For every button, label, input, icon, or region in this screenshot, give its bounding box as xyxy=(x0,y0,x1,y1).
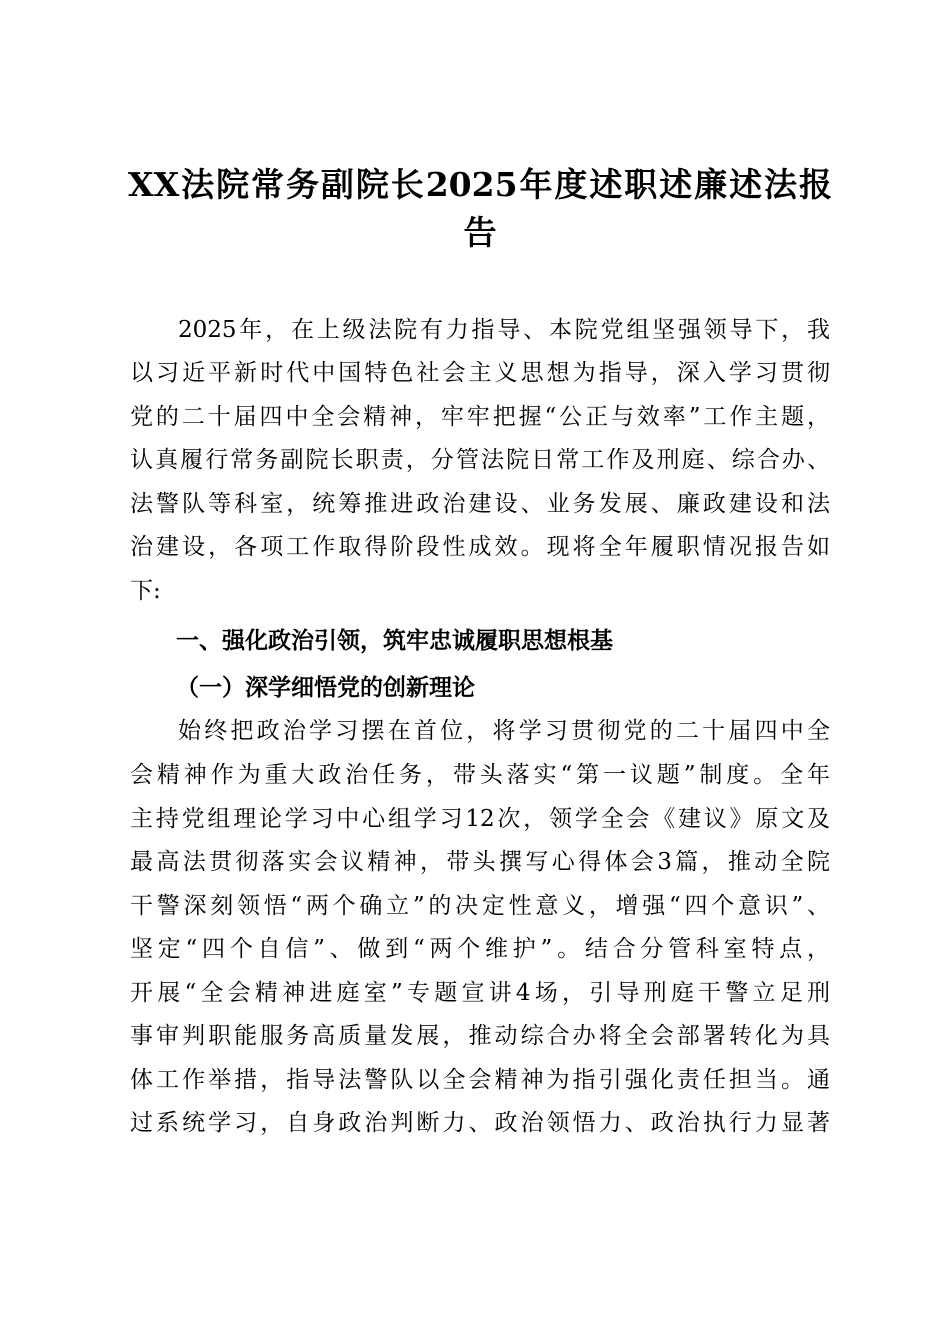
paragraph-line: 法警队等科室，统筹推进政治建设、业务发展、廉政建设和法 xyxy=(130,491,830,517)
paragraph-line: 始终把政治学习摆在首位，将学习贯彻党的二十届四中全 xyxy=(178,718,830,744)
section-heading: 一、强化政治引领，筑牢忠诚履职思想根基 xyxy=(176,628,613,654)
paragraph-line: 下: xyxy=(130,578,161,604)
subsection-heading: （一）深学细悟党的创新理论 xyxy=(176,674,475,701)
paragraph-line: 事审判职能服务高质量发展，推动综合办将全会部署转化为具 xyxy=(130,1023,830,1049)
paragraph-line: 2025年，在上级法院有力指导、本院党组坚强领导下，我 xyxy=(178,317,830,343)
paragraph-line: 过系统学习，自身政治判断力、政治领悟力、政治执行力显著 xyxy=(130,1110,830,1136)
paragraph-line: 治建设，各项工作取得阶段性成效。现将全年履职情况报告如 xyxy=(130,534,830,560)
paragraph-line: 党的二十届四中全会精神，牢牢把握“公正与效率”工作主题， xyxy=(130,404,830,430)
paragraph-line: 干警深刻领悟“两个确立”的决定性意义，增强“四个意识”、 xyxy=(130,893,830,919)
document-title-line-1: XX法院常务副院长2025年度述职述廉述法报 xyxy=(128,165,832,204)
document-title-line-2: 告 xyxy=(463,213,497,252)
paragraph-line: 最高法贯彻落实会议精神，带头撰写心得体会3篇，推动全院 xyxy=(130,849,830,875)
paragraph-line: 以习近平新时代中国特色社会主义思想为指导，深入学习贯彻 xyxy=(130,360,830,386)
paragraph-line: 体工作举措，指导法警队以全会精神为指引强化责任担当。通 xyxy=(130,1067,830,1093)
paragraph-line: 认真履行常务副院长职责，分管法院日常工作及刑庭、综合办、 xyxy=(130,447,830,473)
paragraph-line: 坚定“四个自信”、做到“两个维护”。结合分管科室特点， xyxy=(130,936,830,962)
paragraph-line: 开展“全会精神进庭室”专题宣讲4场，引导刑庭干警立足刑 xyxy=(130,980,830,1006)
paragraph-line: 会精神作为重大政治任务，带头落实“第一议题”制度。全年 xyxy=(130,762,830,788)
paragraph-line: 主持党组理论学习中心组学习12次，领学全会《建议》原文及 xyxy=(130,806,830,832)
